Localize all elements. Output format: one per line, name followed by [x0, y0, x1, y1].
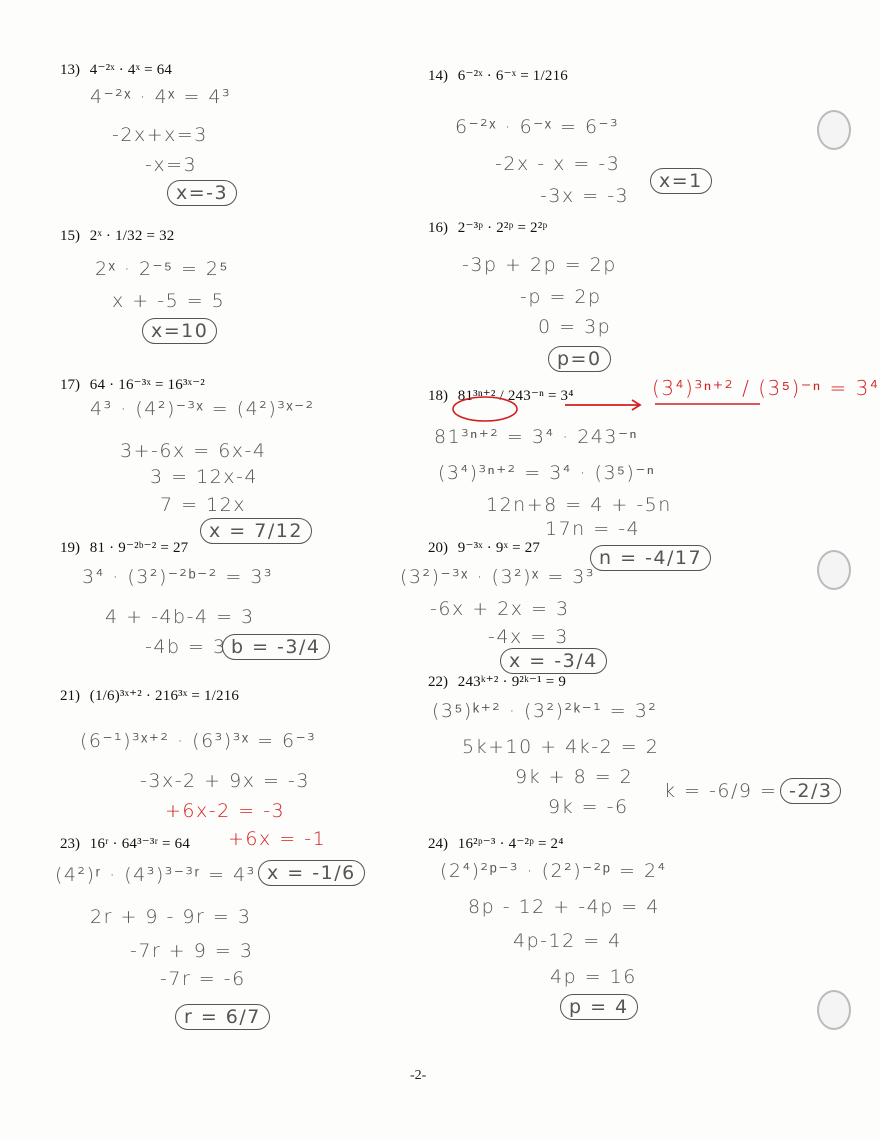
- problem-number: 14): [428, 68, 448, 84]
- work-line: 4 + -4b-4 = 3: [105, 606, 255, 628]
- answer-bubble: x=10: [142, 318, 217, 344]
- answer-bubble: x = -3/4: [500, 648, 607, 674]
- answer-bubble: x=-3: [167, 180, 237, 206]
- work-line: x + -5 = 5: [112, 290, 226, 312]
- problem-number: 18): [428, 388, 448, 404]
- page-number: -2-: [410, 1068, 427, 1083]
- problem-number: 19): [60, 540, 80, 556]
- work-line: -7r + 9 = 3: [130, 940, 254, 962]
- work-line: 17n = -4: [545, 518, 641, 540]
- work-line: 3⁴ · (3²)⁻²ᵇ⁻² = 3³: [82, 566, 274, 588]
- answer-bubble: b = -3/4: [222, 634, 330, 660]
- work-line: 9k + 8 = 2: [515, 766, 634, 788]
- problem-expression: 2ˣ · 1/32 = 32: [89, 228, 175, 244]
- work-line: 4p = 16: [550, 966, 637, 988]
- answer-bubble: x = 7/12: [200, 518, 312, 544]
- work-line: 81³ⁿ⁺² = 3⁴ · 243⁻ⁿ: [434, 426, 638, 448]
- work-line: 3+-6x = 6x-4: [120, 440, 267, 462]
- problem-number: 17): [60, 377, 80, 393]
- work-line: 9k = -6: [548, 796, 629, 818]
- work-line: (6⁻¹)³ˣ⁺² · (6³)³ˣ = 6⁻³: [80, 730, 317, 752]
- work-line: 0 = 3p: [538, 316, 612, 338]
- answer-bubble: p = 4: [560, 994, 638, 1020]
- problem-expression: 243ᵏ⁺² · 9²ᵏ⁻¹ = 9: [457, 674, 567, 690]
- problem-expression: 16ʳ · 64³⁻³ʳ = 64: [89, 836, 191, 852]
- problem-number: 24): [428, 836, 448, 852]
- problem-expression: 81³ⁿ⁺² / 243⁻ⁿ = 3⁴: [457, 388, 574, 404]
- answer-bubble: r = 6/7: [175, 1004, 270, 1030]
- problem-expression: 64 · 16⁻³ˣ = 16³ˣ⁻²: [89, 377, 206, 393]
- work-line: 6⁻²ˣ · 6⁻ˣ = 6⁻³: [455, 116, 620, 138]
- work-line: 5k+10 + 4k-2 = 2: [462, 736, 660, 758]
- problem-expression: 2⁻³ᵖ · 2²ᵖ = 2²ᵖ: [457, 220, 548, 236]
- problem-expression: 9⁻³ˣ · 9ˣ = 27: [457, 540, 541, 556]
- work-line: -2x - x = -3: [495, 153, 621, 175]
- answer-bubble: x = -1/6: [258, 860, 365, 886]
- work-line: -4x = 3: [488, 626, 569, 648]
- problem-number: 20): [428, 540, 448, 556]
- work-line: 8p - 12 + -4p = 4: [468, 896, 660, 918]
- work-line: 2r + 9 - 9r = 3: [90, 906, 252, 928]
- problem-number: 13): [60, 62, 80, 78]
- work-line: -4b = 3: [145, 636, 227, 658]
- work-line: -x=3: [145, 154, 198, 176]
- work-line: -3p + 2p = 2p: [462, 254, 617, 276]
- red-circle-denominator: [453, 397, 517, 421]
- problem-expression: 4⁻²ˣ · 4ˣ = 64: [89, 62, 173, 78]
- work-line: 2ˣ · 2⁻⁵ = 2⁵: [95, 258, 229, 280]
- work-line: 4³ · (4²)⁻³ˣ = (4²)³ˣ⁻²: [90, 398, 315, 420]
- answer-bubble: p=0: [548, 346, 611, 372]
- work-line: -p = 2p: [520, 286, 602, 308]
- problem-number: 22): [428, 674, 448, 690]
- work-line: -3x = -3: [540, 185, 630, 207]
- work-line: (2⁴)²ᵖ⁻³ · (2²)⁻²ᵖ = 2⁴: [440, 860, 667, 882]
- work-line-correction: +6x = -1: [228, 828, 327, 850]
- work-line: 7 = 12x: [160, 494, 247, 516]
- problem-expression: 16²ᵖ⁻³ · 4⁻²ᵖ = 2⁴: [457, 836, 564, 852]
- answer-bubble: -2/3: [780, 778, 841, 804]
- work-line: -6x + 2x = 3: [430, 598, 570, 620]
- work-line: -2x+x=3: [112, 124, 208, 146]
- work-line: 4⁻²ˣ · 4ˣ = 4³: [90, 86, 232, 108]
- work-line: -3x-2 + 9x = -3: [140, 770, 310, 792]
- side-work: k = -6/9 =: [664, 780, 778, 802]
- work-line: -7r = -6: [160, 968, 246, 990]
- problem-expression: 6⁻²ˣ · 6⁻ˣ = 1/216: [457, 68, 568, 84]
- work-line: (4²)ʳ · (4³)³⁻³ʳ = 4³: [55, 864, 256, 886]
- problem-number: 16): [428, 220, 448, 236]
- problem-expression: 81 · 9⁻²ᵇ⁻² = 27: [89, 540, 189, 556]
- work-line: 3 = 12x-4: [150, 466, 258, 488]
- work-line: 12n+8 = 4 + -5n: [486, 494, 672, 516]
- work-line: 4p-12 = 4: [513, 930, 622, 952]
- problem-number: 15): [60, 228, 80, 244]
- answer-bubble: n = -4/17: [590, 545, 711, 571]
- work-line: (3⁴)³ⁿ⁺² = 3⁴ · (3⁵)⁻ⁿ: [438, 462, 656, 484]
- problem-expression: (1/6)³ˣ⁺² · 216³ˣ = 1/216: [89, 688, 240, 704]
- rewrite-note: (3⁴)³ⁿ⁺² / (3⁵)⁻ⁿ = 3⁴: [652, 376, 880, 400]
- problem-number: 23): [60, 836, 80, 852]
- work-line-correction: +6x-2 = -3: [165, 800, 286, 822]
- answer-bubble: x=1: [650, 168, 712, 194]
- work-line: (3²)⁻³ˣ · (3²)ˣ = 3³: [400, 566, 595, 588]
- work-line: (3⁵)ᵏ⁺² · (3²)²ᵏ⁻¹ = 3²: [432, 700, 658, 722]
- problem-number: 21): [60, 688, 80, 704]
